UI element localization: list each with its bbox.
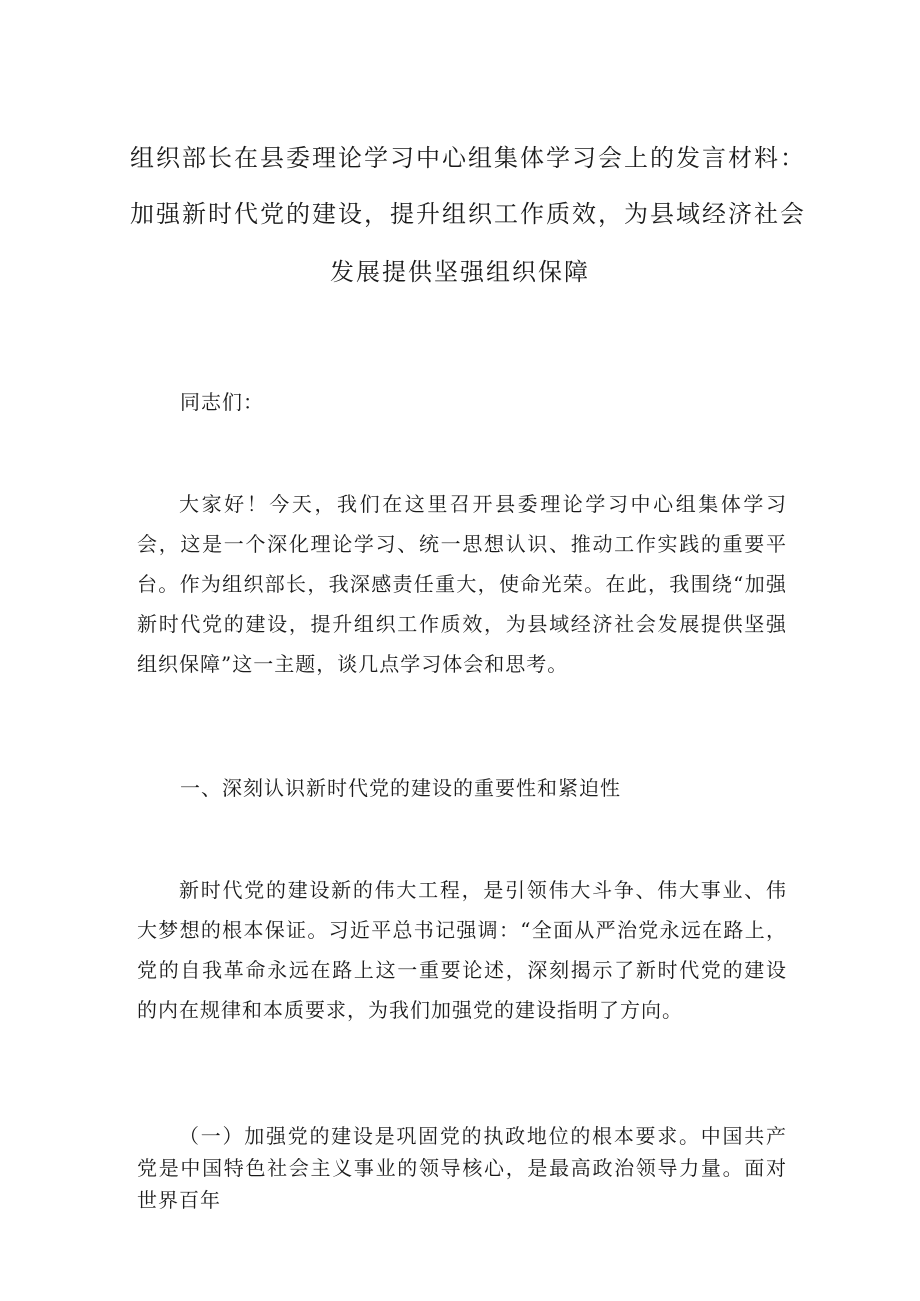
document-title-line-3: 发展提供坚强组织保障	[330, 258, 590, 286]
salutation: 同志们：	[180, 390, 264, 414]
document-title-line-2: 加强新时代党的建设，提升组织工作质效，为县域经济社会	[130, 200, 806, 228]
section-heading-1: 一、深刻认识新时代党的建设的重要性和紧迫性	[180, 776, 621, 800]
document-title-line-1: 组织部长在县委理论学习中心组集体学习会上的发言材料：	[130, 144, 806, 172]
paragraph-section-1-intro: 新时代党的建设新的伟大工程，是引领伟大斗争、伟大事业、伟大梦想的根本保证。习近平总书记强调：“全面从严治党永远在路上，党的自我革命永远在路上这一重要论述，深刻揭示了新时代党的建设的内在规律和本质要求，为我们加强党的建设指明了方向。	[137, 878, 787, 1022]
paragraph-opening: 大家好！今天，我们在这里召开县委理论学习中心组集体学习会，这是一个深化理论学习、统一思想认识、推动工作实践的重要平台。作为组织部长，我深感责任重大，使命光荣。在此，我围绕“加强新时代党的建设，提升组织工作质效，为县域经济社会发展提供坚强组织保障”这一主题，谈几点学习体会和思考。	[137, 492, 787, 676]
paragraph-subsection-1: （一）加强党的建设是巩固党的执政地位的根本要求。中国共产党是中国特色社会主义事业的领导核心，是最高政治领导力量。面对世界百年	[137, 1124, 787, 1212]
